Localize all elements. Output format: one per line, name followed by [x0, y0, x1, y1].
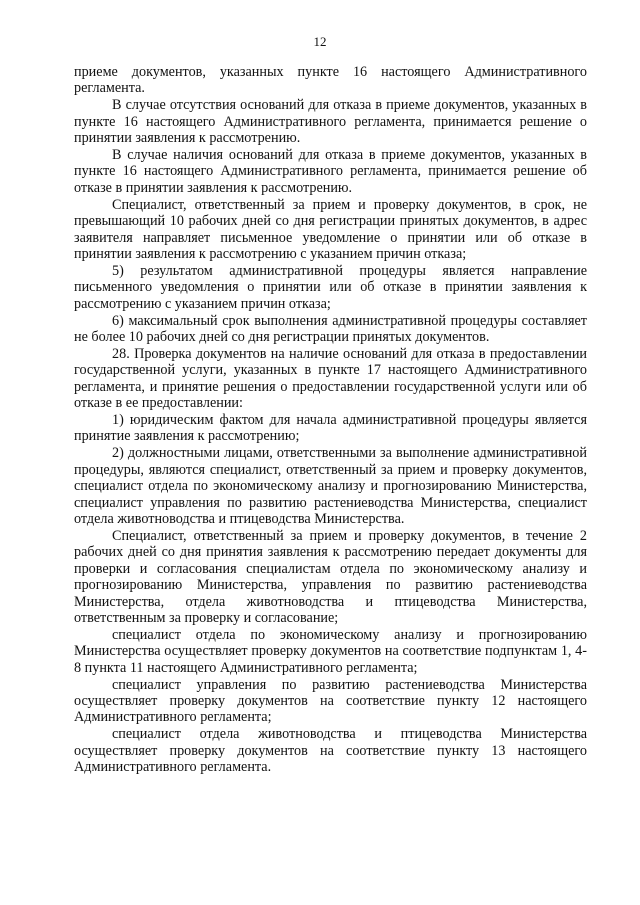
paragraph-11: специалист отдела по экономическому анализу и прогнозированию Министерства осуществляет проверку документов на соответствие подпунктам 1, 4-8 пункта 11 настоящего Административного регламента; — [74, 626, 587, 676]
paragraph-6: 6) максимальный срок выполнения административной процедуры составляет не более 10 рабочих дней со дня регистрации принятых документов. — [74, 312, 587, 345]
paragraph-2: В случае отсутствия оснований для отказа в приеме документов, указанных в пункте 16 настоящего Административного регламента, принимается решение о принятии заявления к рассмотрению. — [74, 97, 587, 147]
body-text — [74, 64, 587, 776]
page-number: 12 — [313, 34, 327, 49]
paragraph-8: 1) юридическим фактом для начала административной процедуры является принятие заявления к рассмотрению; — [74, 412, 587, 445]
paragraph-3: В случае наличия оснований для отказа в приеме документов, указанных в пункте 16 настоящего Административного регламента, принимается решение об отказе в принятии заявления к рассмотрению. — [74, 147, 587, 196]
paragraph-13: специалист отдела животноводства и птицеводства Министерства осуществляет проверку документов на соответствие пункту 13 настоящего Административного регламента. — [74, 726, 587, 776]
paragraph-5: 5) результатом административной процедуры является направление письменного уведомления о принятии или об отказе в принятии заявления к рассмотрению с указанием причин отказа; — [74, 262, 587, 312]
paragraph-12: специалист управления по развитию растениеводства Министерства осуществляет проверку документов на соответствие пункту 12 настоящего Административного регламента; — [74, 676, 587, 726]
paragraph-7: 28. Проверка документов на наличие оснований для отказа в предоставлении государственной услуги, указанных в пункте 17 настоящего Административного регламента, и принятие решения о предоставлении государственной услуги или об отказе в ее предоставлении: — [74, 345, 587, 412]
paragraph-1: приеме документов, указанных пункте 16 настоящего Административного регламента. — [74, 64, 587, 97]
paragraph-9: 2) должностными лицами, ответственными за выполнение административной процедуры, являются специалист, ответственный за прием и проверку документов, специалист отдела по экономическому анализу и прогнозированию Министерства, специалист управления по развитию растениеводства Министерства, специалист отдела животноводства и птицеводства Министерства. — [74, 445, 587, 527]
paragraph-10: Специалист, ответственный за прием и проверку документов, в течение 2 рабочих дней со дня принятия заявления к рассмотрению передает документы для проверки и согласования специалистам отдела по экономическому анализу и прогнозированию Министерства, управления по развитию растениеводства Министерства, отдела животноводства и птицеводства Министерства, ответственным за проверку и согласование; — [74, 527, 587, 626]
paragraph-4: Специалист, ответственный за прием и проверку документов, в срок, не превышающий 10 рабочих дней со дня регистрации принятых документов, в адрес заявителя направляет письменное уведомление о принятии или об отказе в принятии заявления к рассмотрению с указанием причин отказа; — [74, 196, 587, 262]
